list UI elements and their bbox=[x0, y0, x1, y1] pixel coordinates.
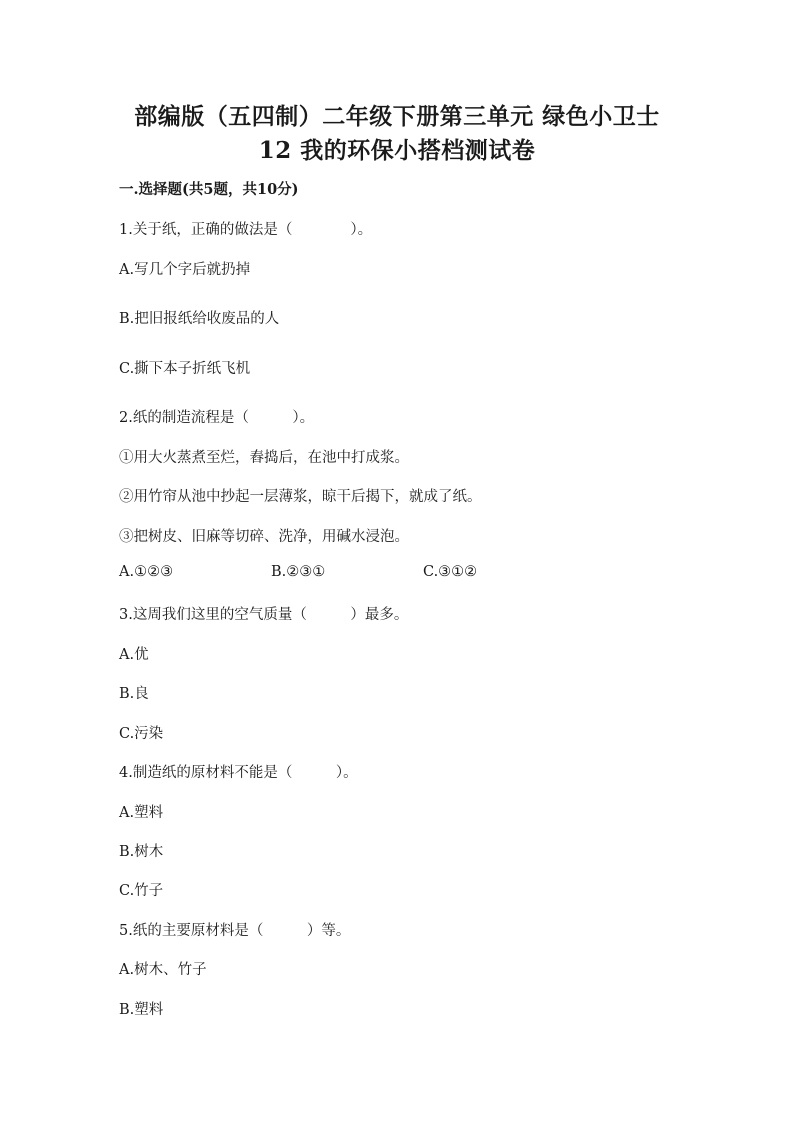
question-4-stem: 4.制造纸的原材料不能是（ ）。 bbox=[119, 765, 358, 781]
question-1-stem: 1.关于纸，正确的做法是（ ）。 bbox=[119, 222, 373, 238]
question-4-option-c: C.竹子 bbox=[119, 883, 164, 899]
question-2-options bbox=[119, 564, 679, 584]
question-2-step-1: ①用大火蒸煮至烂，舂捣后，在池中打成浆。 bbox=[119, 450, 409, 466]
question-5-option-a: A.树木、竹子 bbox=[119, 962, 207, 978]
question-3-option-c: C.污染 bbox=[119, 726, 164, 742]
question-2-stem: 2.纸的制造流程是（ ）。 bbox=[119, 410, 315, 426]
question-2-step-3: ③把树皮、旧麻等切碎、洗净，用碱水浸泡。 bbox=[119, 529, 409, 545]
question-1-option-c: C.撕下本子折纸飞机 bbox=[119, 361, 251, 377]
question-3-option-b: B.良 bbox=[119, 686, 149, 702]
question-4-option-b: B.树木 bbox=[119, 844, 164, 860]
section-heading: 一.选择题(共5题，共10分) bbox=[119, 181, 299, 198]
document-title-line-2: 12 我的环保小搭档测试卷 bbox=[258, 137, 536, 164]
document-title-line-1: 部编版（五四制）二年级下册第三单元 绿色小卫士 bbox=[134, 103, 660, 130]
question-2-option-a: A.①②③ bbox=[119, 564, 174, 580]
question-3-stem: 3.这周我们这里的空气质量（ ）最多。 bbox=[119, 607, 409, 623]
question-1-option-b: B.把旧报纸给收废品的人 bbox=[119, 311, 280, 327]
question-2-step-2: ②用竹帘从池中抄起一层薄浆，晾干后揭下，就成了纸。 bbox=[119, 489, 482, 505]
question-3-option-a: A.优 bbox=[119, 647, 149, 663]
question-2-option-c: C.③①② bbox=[423, 564, 478, 580]
question-5-stem: 5.纸的主要原材料是（ ）等。 bbox=[119, 923, 351, 939]
question-4-option-a: A.塑料 bbox=[119, 805, 164, 821]
question-1-option-a: A.写几个字后就扔掉 bbox=[119, 262, 251, 278]
question-2-option-b: B.②③① bbox=[271, 564, 326, 580]
question-5-option-b: B.塑料 bbox=[119, 1002, 164, 1018]
